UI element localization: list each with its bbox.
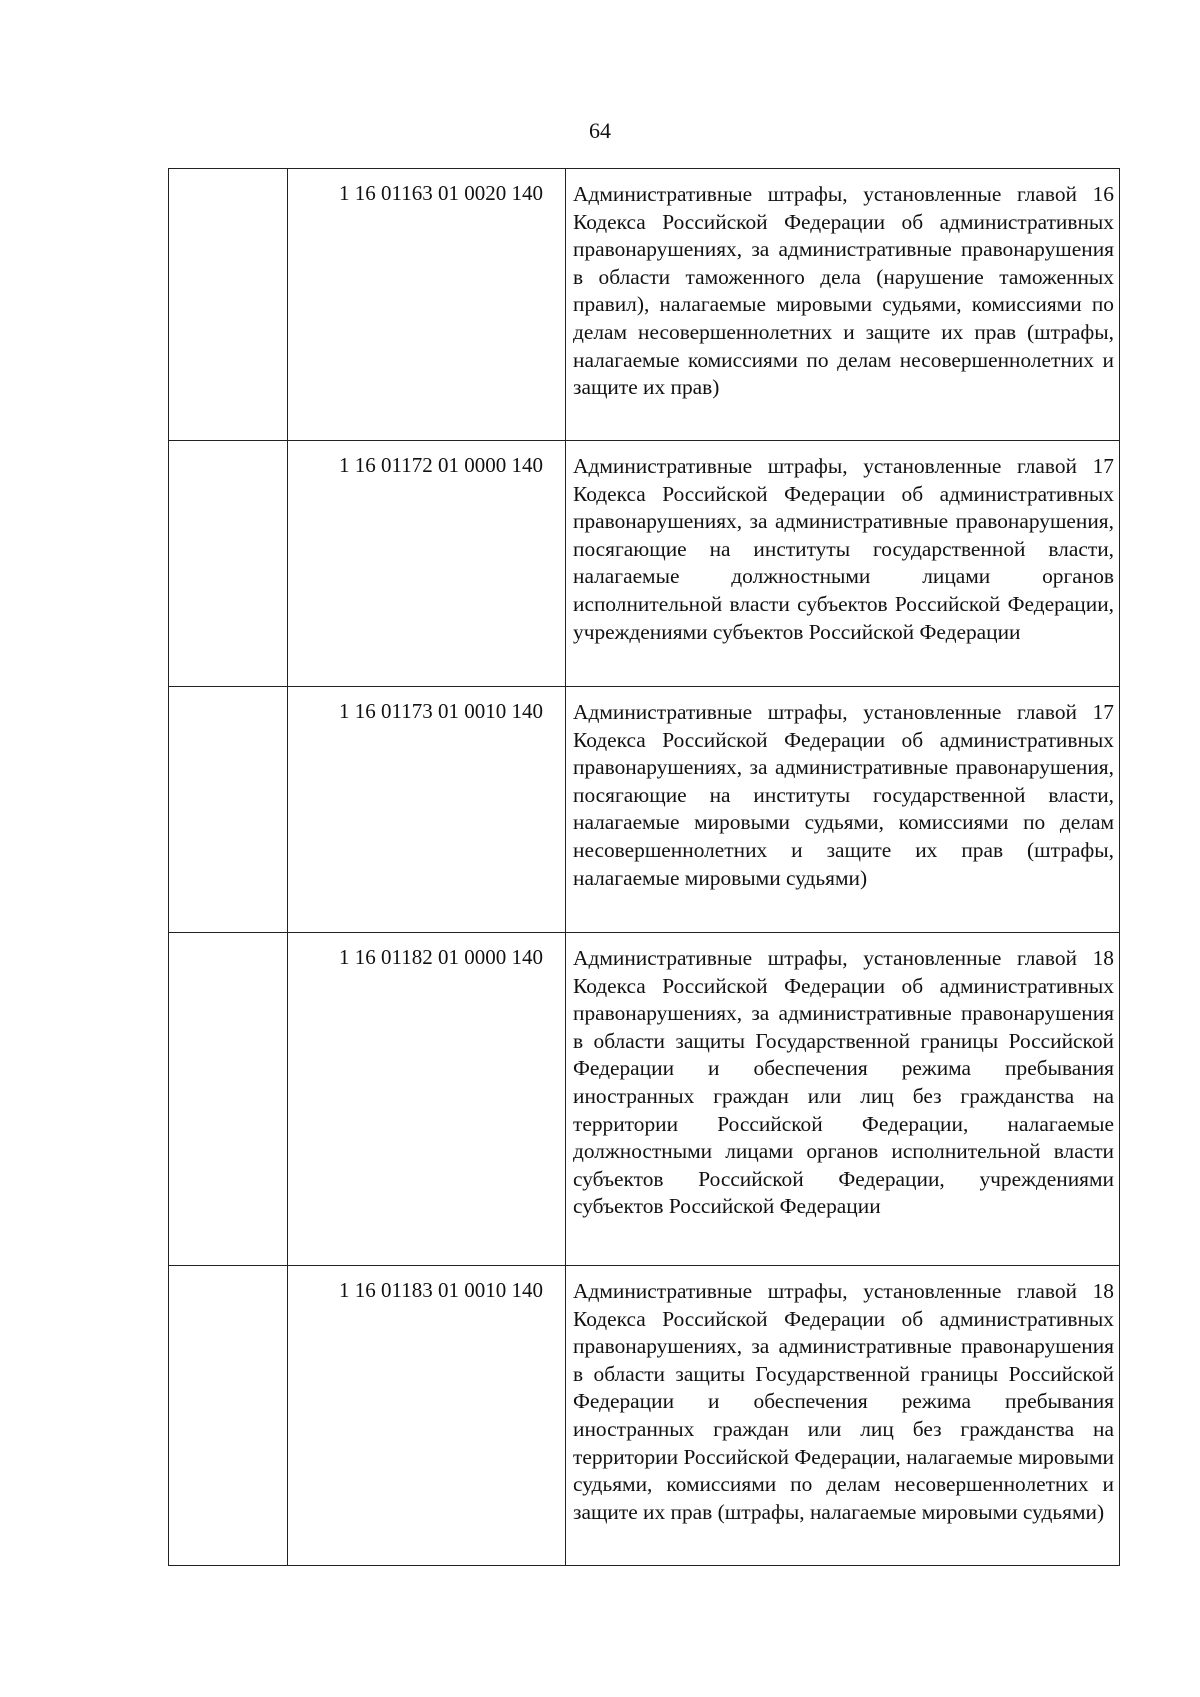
empty-cell [169,933,288,1266]
empty-cell [169,687,288,933]
code-description: Административные штрафы, установленные главой 18 Кодекса Российской Федерации об административных правонарушениях, за административные правонарушения в области защиты Государственной границы Российской Федерации и обеспечения режима пребывания иностранных граждан или лиц без гражданства на территории Российской Федерации, налагаемые мировыми судьями, комиссиями по делам несовершеннолетних и защите их прав (штрафы, налагаемые мировыми судьями) [566,1266,1120,1566]
budget-code: 1 16 01182 01 0000 140 [288,933,566,1266]
table-row [169,169,1120,441]
table-row [169,441,1120,687]
empty-cell [169,1266,288,1566]
budget-code: 1 16 01163 01 0020 140 [288,169,566,441]
code-description: Административные штрафы, установленные главой 17 Кодекса Российской Федерации об административных правонарушениях, за административные правонарушения, посягающие на институты государственной власти, налагаемые мировыми судьями, комиссиями по делам несовершеннолетних и защите их прав (штрафы, налагаемые мировыми судьями) [566,687,1120,933]
page-number: 64 [589,118,611,143]
empty-cell [169,169,288,441]
table-row [169,933,1120,1266]
code-description: Административные штрафы, установленные главой 18 Кодекса Российской Федерации об административных правонарушениях, за административные правонарушения в области защиты Государственной границы Российской Федерации и обеспечения режима пребывания иностранных граждан или лиц без гражданства на территории Российской Федерации, налагаемые должностными лицами органов исполнительной власти субъектов Российской Федерации, учреждениями субъектов Российской Федерации [566,933,1120,1266]
budget-code: 1 16 01183 01 0010 140 [288,1266,566,1566]
classification-table [168,168,1120,1566]
code-description: Административные штрафы, установленные главой 16 Кодекса Российской Федерации об административных правонарушениях, за административные правонарушения в области таможенного дела (нарушение таможенных правил), налагаемые мировыми судьями, комиссиями по делам несовершеннолетних и защите их прав (штрафы, налагаемые комиссиями по делам несовершеннолетних и защите их прав) [566,169,1120,441]
budget-code: 1 16 01172 01 0000 140 [288,441,566,687]
budget-code: 1 16 01173 01 0010 140 [288,687,566,933]
code-description: Административные штрафы, установленные главой 17 Кодекса Российской Федерации об административных правонарушениях, за административные правонарушения, посягающие на институты государственной власти, налагаемые должностными лицами органов исполнительной власти субъектов Российской Федерации, учреждениями субъектов Российской Федерации [566,441,1120,687]
table-row [169,687,1120,933]
table-row [169,1266,1120,1566]
empty-cell [169,441,288,687]
